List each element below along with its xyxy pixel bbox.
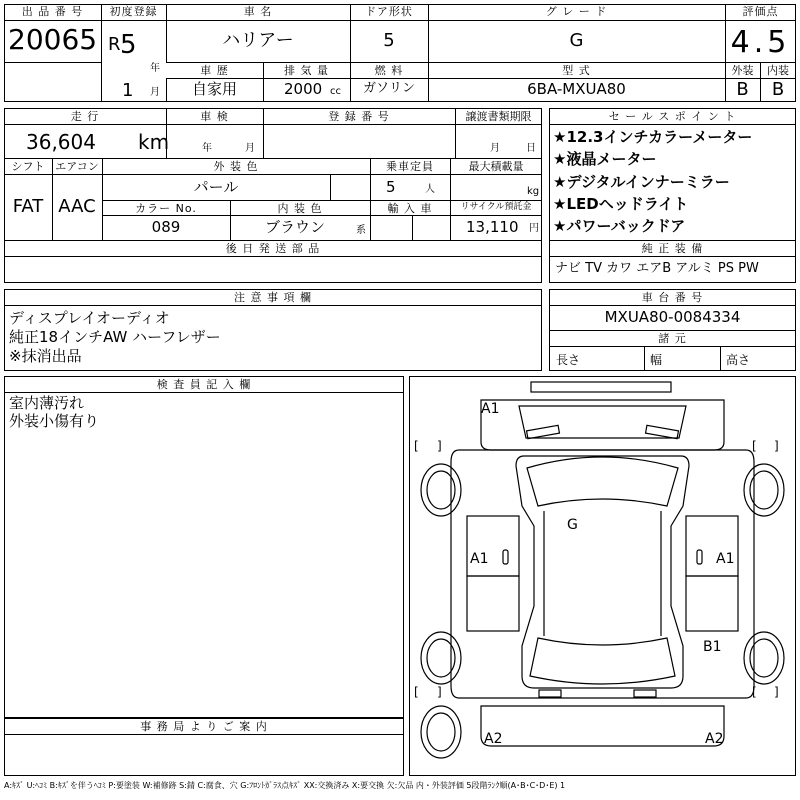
sales-point-4: ★LEDヘッドライト <box>553 195 689 213</box>
score-label: 評価点 <box>742 5 779 18</box>
rear-window-outline <box>530 638 675 684</box>
office-label: 事 務 局 よ り ご 案 内 <box>140 720 268 733</box>
history-value: 自家用 <box>191 80 237 98</box>
height-label: 高さ <box>726 353 751 367</box>
chassis-number-label: 車 台 番 号 <box>641 291 704 304</box>
sales-point-2: ★液晶メーター <box>553 150 657 168</box>
front-body-outline <box>481 400 724 450</box>
rear-bumper <box>481 706 724 746</box>
damage-mark-rear-left: A2 <box>484 731 503 747</box>
front-bumper-strip <box>531 382 671 392</box>
damage-mark-right: A1 <box>716 551 735 567</box>
damage-mark-glass: G <box>567 517 578 533</box>
first-registration-label: 初度登録 <box>109 5 158 18</box>
car-diagram <box>409 376 796 776</box>
fuel-label: 燃 料 <box>374 64 404 77</box>
legend-footer: A:ｷｽﾞ U:ﾍｺﾐ B:ｷｽﾞを伴うﾍｺﾐ P:要塗装 W:補修跡 S:錆 C:腐食、穴 G:ﾌﾛﾝﾄｶﾞﾗｽ点ｷｽﾞ XX:交換済み X:要交換 欠:欠品 内・外装評価 5段階ﾗﾝｸ順(A･B･C･D･E) 1 <box>4 781 566 790</box>
exterior-color-label: 外 装 色 <box>213 160 259 173</box>
import-label: 輸 入 車 <box>387 202 433 215</box>
right-mirror <box>697 550 702 564</box>
width-label: 幅 <box>650 353 663 367</box>
registration-month: 1 <box>122 80 134 101</box>
ac-value: AAC <box>58 196 96 217</box>
bracket-rear-left-close: ] <box>437 685 442 699</box>
right-door-rear <box>686 576 738 631</box>
notes-label: 注 意 事 項 欄 <box>234 291 312 304</box>
length-label: 長さ <box>556 353 581 367</box>
cabin-outline <box>516 456 689 688</box>
displacement-label: 排 気 量 <box>284 64 329 77</box>
registration-year: 5 <box>120 30 137 60</box>
recycle-deposit-unit: 円 <box>529 223 539 234</box>
damage-mark-left: A1 <box>470 551 489 567</box>
year-unit: 年 <box>150 63 160 74</box>
door-label: ドア形状 <box>365 5 413 18</box>
note-line-3: ※抹消出品 <box>9 347 82 365</box>
inspection-month-unit: 月 <box>245 143 255 154</box>
damage-mark-rear-right: A2 <box>705 731 724 747</box>
door-value: 5 <box>383 30 395 51</box>
inspector-line-2: 外装小傷有り <box>9 412 100 430</box>
fuel-value: ガソリン <box>362 81 415 96</box>
right-door-front <box>686 516 738 576</box>
left-mirror <box>503 550 508 564</box>
spare-tire-inner <box>427 713 455 751</box>
headlight-left <box>527 425 560 438</box>
exterior-grade-label: 外装 <box>731 64 754 77</box>
exterior-grade: B <box>736 79 749 100</box>
shift-value: FAT <box>12 196 44 217</box>
color-number-value: 089 <box>151 218 181 236</box>
displacement-value: 2000 <box>284 80 323 98</box>
model-label: 型 式 <box>562 64 591 77</box>
bracket-rear-right-close: ] <box>774 685 779 699</box>
history-label: 車 歴 <box>200 64 229 77</box>
capacity-value: 5 <box>386 178 396 196</box>
color-number-label: カラー No. <box>135 202 197 215</box>
mileage-label: 走 行 <box>70 110 100 123</box>
mileage-value: 36,604 <box>26 130 96 154</box>
sales-points-label: セ ー ル ス ポ イ ン ト <box>608 110 737 123</box>
lot-number-label: 出 品 番 号 <box>21 5 84 18</box>
shift-label: シフト <box>11 160 45 173</box>
inspection-year-unit: 年 <box>202 143 212 154</box>
grade-label: グ レ ー ド <box>545 5 608 18</box>
note-line-2: 純正18インチAW ハーフレザー <box>9 328 221 346</box>
transfer-deadline-label: 譲渡書類期限 <box>465 110 532 123</box>
sales-point-3: ★デジタルインナーミラー <box>553 173 730 191</box>
interior-grade-label: 内装 <box>767 64 789 77</box>
note-line-1: ディスプレイオーディオ <box>9 309 170 327</box>
exterior-color-value: パール <box>193 178 239 196</box>
rear-lamp-left <box>539 690 561 697</box>
capacity-label: 乗車定員 <box>386 160 434 173</box>
interior-color-suffix: 系 <box>356 225 366 236</box>
score-value: 4.5 <box>730 25 791 60</box>
body-outline <box>451 450 754 698</box>
bracket-front-left-open: [ <box>414 439 419 453</box>
registration-era: R <box>108 34 121 55</box>
inspector-line-1: 室内薄汚れ <box>9 394 85 412</box>
mileage-unit: km <box>138 130 170 154</box>
bracket-rear-right-open: [ <box>752 685 757 699</box>
interior-color-value: ブラウン <box>264 218 325 236</box>
bracket-front-right-open: [ <box>752 439 757 453</box>
ac-label: エアコン <box>55 160 99 173</box>
damage-mark-right-rear: B1 <box>703 639 722 655</box>
left-door-rear <box>467 576 519 631</box>
bracket-rear-left-open: [ <box>414 685 419 699</box>
car-name-label: 車 名 <box>243 5 273 18</box>
sales-point-1: ★12.3インチカラーメーター <box>553 128 753 146</box>
model-value: 6BA-MXUA80 <box>527 80 626 98</box>
transfer-day-unit: 日 <box>526 143 536 154</box>
inspector-label: 検 査 員 記 入 欄 <box>156 378 252 391</box>
left-door-front <box>467 516 519 576</box>
transfer-month-unit: 月 <box>490 143 500 154</box>
interior-color-label: 内 装 色 <box>277 202 323 215</box>
inspection-label: 車 検 <box>200 110 229 123</box>
sales-point-5: ★パワーバックドア <box>553 217 686 235</box>
registration-number-label: 登 録 番 号 <box>328 110 390 123</box>
damage-mark-front: A1 <box>481 401 500 417</box>
car-name: ハリアー <box>222 30 294 51</box>
equipment-label: 純 正 装 備 <box>641 242 704 255</box>
grade-value: G <box>569 30 584 51</box>
interior-grade: B <box>771 79 785 100</box>
headlight-right <box>646 425 679 438</box>
max-load-label: 最大積載量 <box>468 160 524 173</box>
chassis-number-value: MXUA80-0084334 <box>604 308 741 326</box>
hood-outline <box>519 406 686 438</box>
lot-number: 20065 <box>8 23 98 56</box>
displacement-unit: cc <box>330 86 341 97</box>
equipment-value: ナビ TV カワ エアB アルミ PS PW <box>555 261 759 276</box>
rear-lamp-right <box>634 690 656 697</box>
dimensions-label: 諸 元 <box>658 332 687 345</box>
capacity-unit: 人 <box>425 184 435 195</box>
recycle-deposit-value: 13,110 <box>466 218 519 236</box>
month-unit: 月 <box>150 87 160 98</box>
later-parts-label: 後 日 発 送 部 品 <box>225 242 321 255</box>
bracket-front-left-close: ] <box>437 439 442 453</box>
windshield-outline <box>527 457 678 506</box>
max-load-unit: kg <box>527 186 540 197</box>
bracket-front-right-close: ] <box>774 439 779 453</box>
recycle-deposit-label: リサイクル預託金 <box>460 202 532 212</box>
